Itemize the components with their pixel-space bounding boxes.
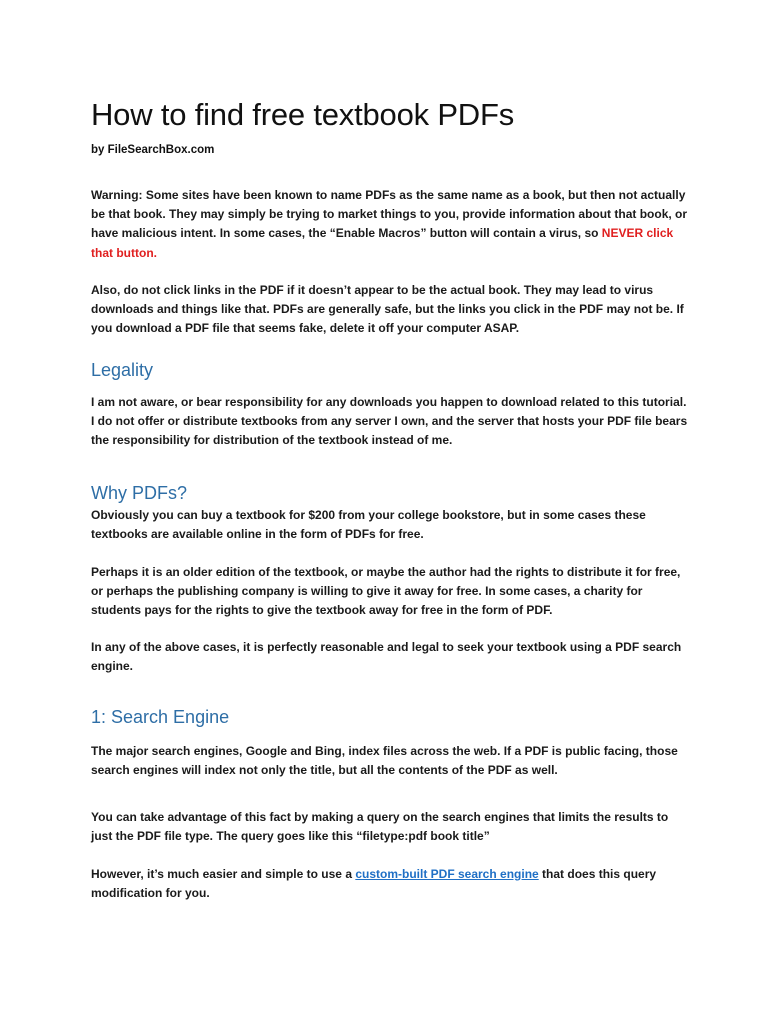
warning-text: Some sites have been known to name PDFs as the same name as a book, but then not actually be that book. They may simply be trying to market things to you, provide information about that book, or have malicious intent. In some cases, the “Enable Macros” button will contain a virus, so <box>91 188 688 241</box>
pdf-search-engine-link[interactable]: custom-built PDF search engine <box>355 867 539 881</box>
search-paragraph-3 <box>91 865 691 903</box>
warning-label: Warning: <box>91 188 143 202</box>
why-paragraph-2: Perhaps it is an older edition of the textbook, or maybe the author had the rights to distribute it for free, or perhaps the publishing company is willing to give it away for free. In some cases, a charity for students pays for the rights to give the textbook away for free in the form of PDF. <box>91 565 681 618</box>
why-pdfs-heading: Why PDFs? <box>91 483 188 503</box>
warning-danger-text: NEVER click that button. <box>91 226 674 260</box>
byline: by FileSearchBox.com <box>91 144 215 156</box>
legality-paragraph: I am not aware, or bear responsibility for any downloads you happen to download related to this tutorial. I do not offer or distribute textbooks from any server I own, and the server that hosts your PDF file bears the responsibility for distribution of the textbook instead of me. <box>91 395 688 448</box>
search-p3-after: that does this query modification for you. <box>91 867 657 901</box>
search-paragraph-2: You can take advantage of this fact by making a query on the search engines that limits the results to just the PDF file type. The query goes like this “filetype:pdf book title” <box>91 810 669 844</box>
why-paragraph-1: Obviously you can buy a textbook for $200 from your college bookstore, but in some cases these textbooks are available online in the form of PDFs for free. <box>91 508 646 542</box>
search-p3-before: However, it’s much easier and simple to use a <box>91 867 356 881</box>
search-paragraph-1: The major search engines, Google and Bing, index files across the web. If a PDF is public facing, those search engines will index not only the title, but all the contents of the PDF as well. <box>91 744 678 778</box>
legality-heading: Legality <box>91 360 154 380</box>
page-title: How to find free textbook PDFs <box>91 97 515 132</box>
also-paragraph: Also, do not click links in the PDF if it doesn’t appear to be the actual book. They may lead to virus downloads and things like that. PDFs are generally safe, but the links you click in the PDF may not be. If you download a PDF file that seems fake, delete it off your computer ASAP. <box>91 283 684 336</box>
warning-paragraph <box>91 186 691 263</box>
search-engine-heading: 1: Search Engine <box>91 707 230 727</box>
why-paragraph-3: In any of the above cases, it is perfectly reasonable and legal to seek your textbook using a PDF search engine. <box>91 640 682 674</box>
